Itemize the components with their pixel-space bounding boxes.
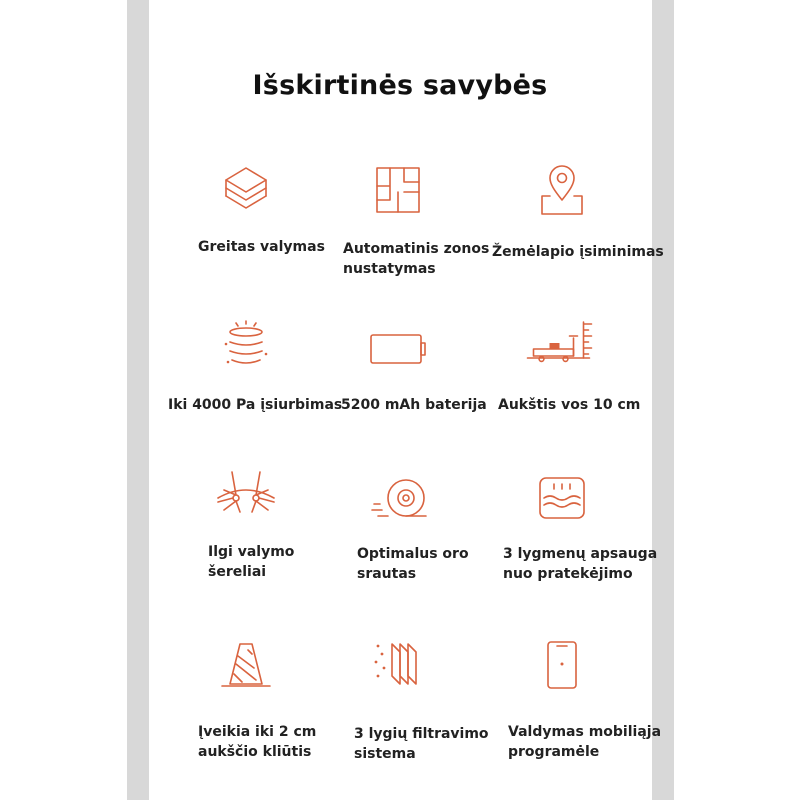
feature-label: Įveikia iki 2 cm aukščio kliūtis bbox=[198, 724, 317, 760]
feature-label: Greitas valymas bbox=[198, 239, 325, 255]
robot-height-icon bbox=[526, 318, 586, 378]
page-title: Išskirtinės savybės bbox=[252, 70, 548, 101]
filter-layers-icon bbox=[370, 632, 430, 692]
zone-map-icon bbox=[368, 160, 428, 220]
feature-label: Valdymas mobiliąja programėle bbox=[508, 724, 662, 760]
obstacle-cone-icon bbox=[216, 632, 276, 692]
gutter-right bbox=[652, 0, 674, 800]
map-pin-icon bbox=[532, 160, 592, 220]
suction-icon bbox=[216, 318, 276, 378]
feature-label: Iki 4000 Pa įsiurbimas bbox=[168, 397, 343, 413]
airflow-fan-icon bbox=[370, 472, 430, 532]
feature-label: Automatinis zonos nustatymas bbox=[343, 241, 490, 277]
outer-margin-left bbox=[0, 0, 127, 800]
side-brush-icon bbox=[216, 468, 276, 528]
feature-label: Aukštis vos 10 cm bbox=[498, 397, 641, 413]
battery-icon bbox=[368, 318, 428, 378]
feature-label: 3 lygių filtravimo sistema bbox=[354, 726, 489, 762]
feature-label: 5200 mAh baterija bbox=[341, 397, 487, 413]
feature-label: 3 lygmenų apsauga nuo pratekėjimo bbox=[503, 546, 658, 582]
feature-label: Žemėlapio įsiminimas bbox=[492, 244, 664, 260]
feature-label: Optimalus oro srautas bbox=[357, 546, 469, 582]
water-tank-icon bbox=[532, 468, 592, 528]
layers-icon bbox=[216, 160, 276, 220]
feature-label: Ilgi valymo šereliai bbox=[208, 544, 295, 580]
smartphone-icon bbox=[532, 638, 592, 698]
gutter-left bbox=[127, 0, 149, 800]
outer-margin-right bbox=[674, 0, 800, 800]
